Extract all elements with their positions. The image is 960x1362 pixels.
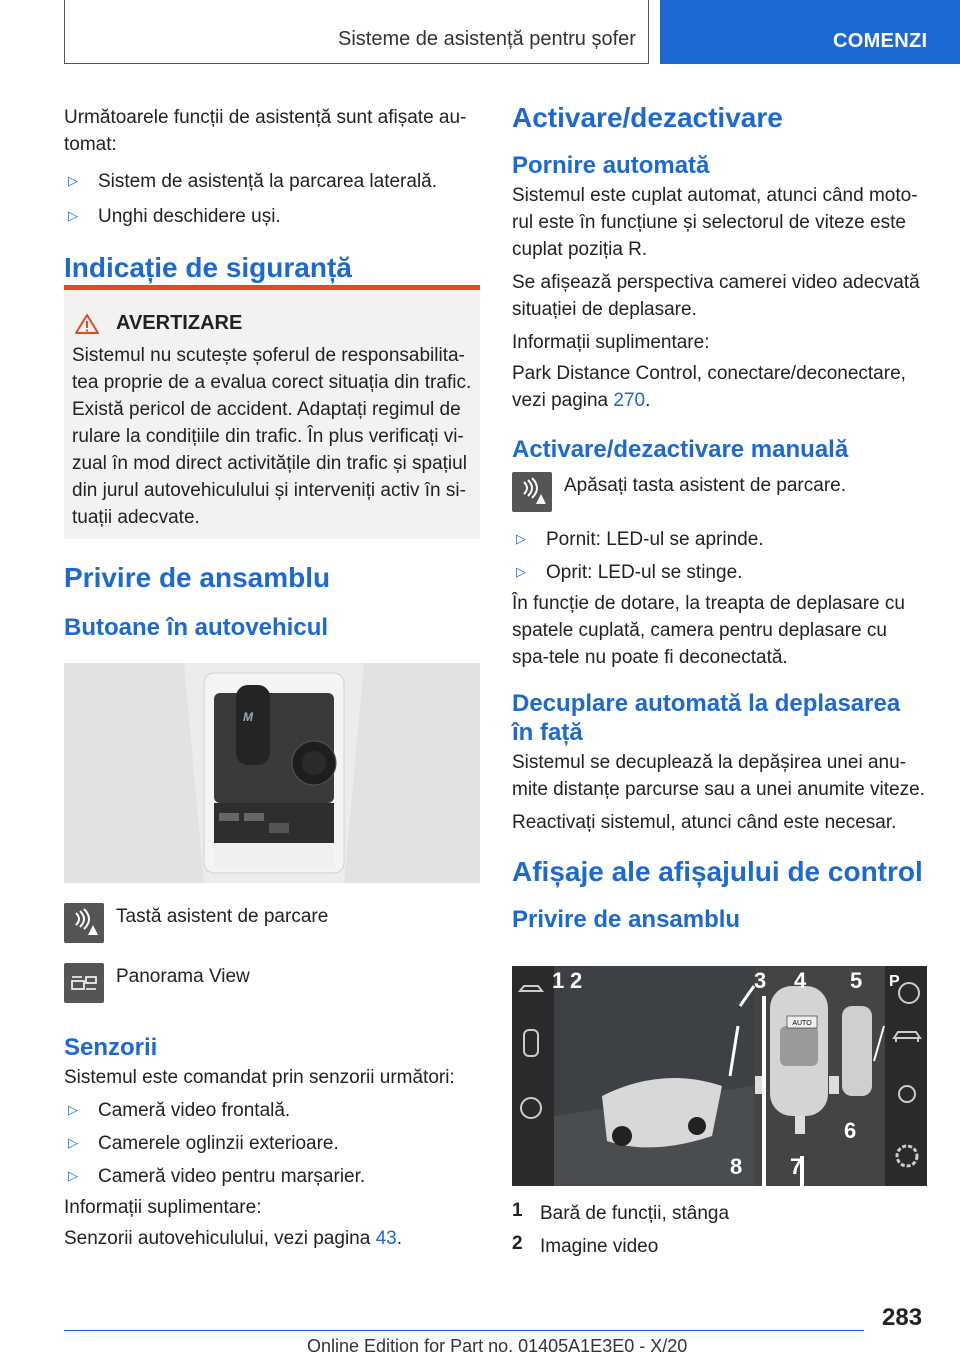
auto-start-heading: Pornire automată: [512, 152, 710, 179]
intro-text: Următoarele funcții de asistență sunt afișate au-tomat:: [64, 107, 467, 155]
button-label: Panorama View: [116, 966, 250, 987]
page-number: 283: [882, 1304, 923, 1331]
page-link[interactable]: 43: [375, 1228, 397, 1249]
list-item: ▷ Pornit: LED-ul se aprinde.: [512, 526, 927, 553]
callout-6: 6: [844, 1118, 857, 1143]
bullet-triangle-icon: ▷: [68, 1168, 78, 1183]
bullet-triangle-icon: ▷: [68, 208, 78, 223]
sensors-heading: Senzorii: [64, 1034, 158, 1061]
warning-text: Sistemul nu scutește șoferul de responsabilita-tea proprie de a evalua corect situația din trafic. Există pericol de accident. Adaptați regimul de rulare la condițiile din trafic. În plus verificați vi-zual în mod direct activitățile din trafic și spațiul din jurul autovehiculului și interveniți activ în si-tuații adecvate.: [72, 345, 472, 528]
buttons-heading: Butoane în autovehicul: [64, 614, 329, 641]
callout-4: 4: [794, 968, 807, 993]
bullet-triangle-icon: ▷: [68, 1102, 78, 1117]
overview-heading: Privire de ansamblu: [64, 562, 331, 593]
page-link[interactable]: 270: [613, 390, 646, 411]
bullet-triangle-icon: ▷: [516, 564, 526, 579]
warning-header: [74, 312, 242, 335]
callout-2: 2: [570, 968, 583, 993]
list-item: [64, 963, 480, 1003]
auto-badge: AUTO: [792, 1020, 812, 1027]
left-column: [64, 104, 480, 284]
panorama-view-button-icon: [64, 963, 104, 1003]
bullet-triangle-icon: ▷: [516, 531, 526, 546]
decouple-heading: Decuplare automată la deplasarea în față: [512, 690, 901, 746]
pdc-reference: Park Distance Control, conectare/deconectare, vezi pagina 270.: [512, 363, 906, 411]
tab-comenzi[interactable]: COMENZI: [833, 30, 928, 52]
footer-divider: [64, 1330, 864, 1331]
sensors-reference: Senzorii autovehiculului, vezi pagina 43.: [64, 1228, 403, 1249]
warning-label: AVERTIZARE: [116, 312, 243, 334]
callout-1: 1: [552, 968, 565, 993]
center-console-image: [64, 663, 480, 883]
right-column: [512, 102, 927, 934]
auto-start-text: Sistemul este cuplat automat, atunci când moto-rul este în funcțiune și selectorul de viteze este cuplat poziția R.: [512, 185, 918, 260]
list-item: ▷ Cameră video pentru marșarier.: [64, 1163, 480, 1190]
more-info-label: Informații suplimentare:: [512, 332, 710, 353]
warning-triangle-icon: [74, 313, 100, 335]
button-label: Tastă asistent de parcare: [116, 906, 329, 927]
bullet-triangle-icon: ▷: [68, 1135, 78, 1150]
list-item: ▷ Cameră video frontală.: [64, 1097, 480, 1124]
sensors-intro: Sistemul este comandat prin senzorii următori:: [64, 1067, 455, 1088]
park-assist-button-icon: [512, 472, 552, 512]
display-heading: Afișaje ale afișajului de control: [512, 856, 923, 887]
display-subheading: Privire de ansamblu: [512, 906, 741, 933]
manual-heading: Activare/dezactivare manuală: [512, 436, 849, 463]
warning-box: [64, 285, 480, 539]
edition-footer: Online Edition for Part no. 01405A1E3E0 - X/20: [307, 1336, 688, 1356]
sensors-section: [64, 1034, 480, 1252]
bullet-triangle-icon: ▷: [68, 173, 78, 188]
camera-view-text: Se afișează perspectiva camerei video adecvată situației de deplasare.: [512, 272, 920, 320]
safety-heading: Indicație de siguranță: [64, 252, 352, 283]
reactivate-text: Reactivați sistemul, atunci când este necesar.: [512, 812, 897, 833]
manual-instruction: Apăsați tasta asistent de parcare.: [512, 472, 927, 512]
list-item: ▷ Camerele oglinzii exterioare.: [64, 1130, 480, 1157]
more-info-label: Informații suplimentare:: [64, 1197, 262, 1218]
manual-note: În funcție de dotare, la treapta de deplasare cu spatele cuplată, camera pentru deplasare cu spa-tele nu poate fi deconectată.: [512, 593, 905, 668]
left-column-2: [64, 562, 480, 642]
callout-7: 7: [790, 1154, 803, 1179]
gear-indicator: P: [889, 973, 900, 990]
park-assist-button-icon: [64, 903, 104, 943]
list-item: ▷ Sistem de asistență la parcarea laterală.: [64, 168, 480, 195]
svg-text:M: M: [243, 710, 253, 724]
list-item: [64, 903, 480, 943]
decouple-text: Sistemul se decuplează la depășirea unei anu-mite distanțe parcurse sau a unei anumite viteze.: [512, 752, 925, 800]
legend-item: 1 Bară de funcții, stânga: [512, 1200, 730, 1224]
control-display-image: [512, 966, 927, 1186]
legend-item: 2 Imagine video: [512, 1233, 659, 1257]
callout-5: 5: [850, 968, 863, 993]
callout-8: 8: [730, 1154, 743, 1179]
activation-heading: Activare/dezactivare: [512, 102, 783, 133]
callout-3: 3: [754, 968, 767, 993]
section-title: Sisteme de asistență pentru șofer: [338, 28, 636, 50]
display-legend: [512, 1200, 927, 1260]
button-legend: [64, 903, 480, 1003]
list-item: ▷ Unghi deschidere uși.: [64, 203, 480, 230]
list-item: ▷ Oprit: LED-ul se stinge.: [512, 559, 927, 586]
